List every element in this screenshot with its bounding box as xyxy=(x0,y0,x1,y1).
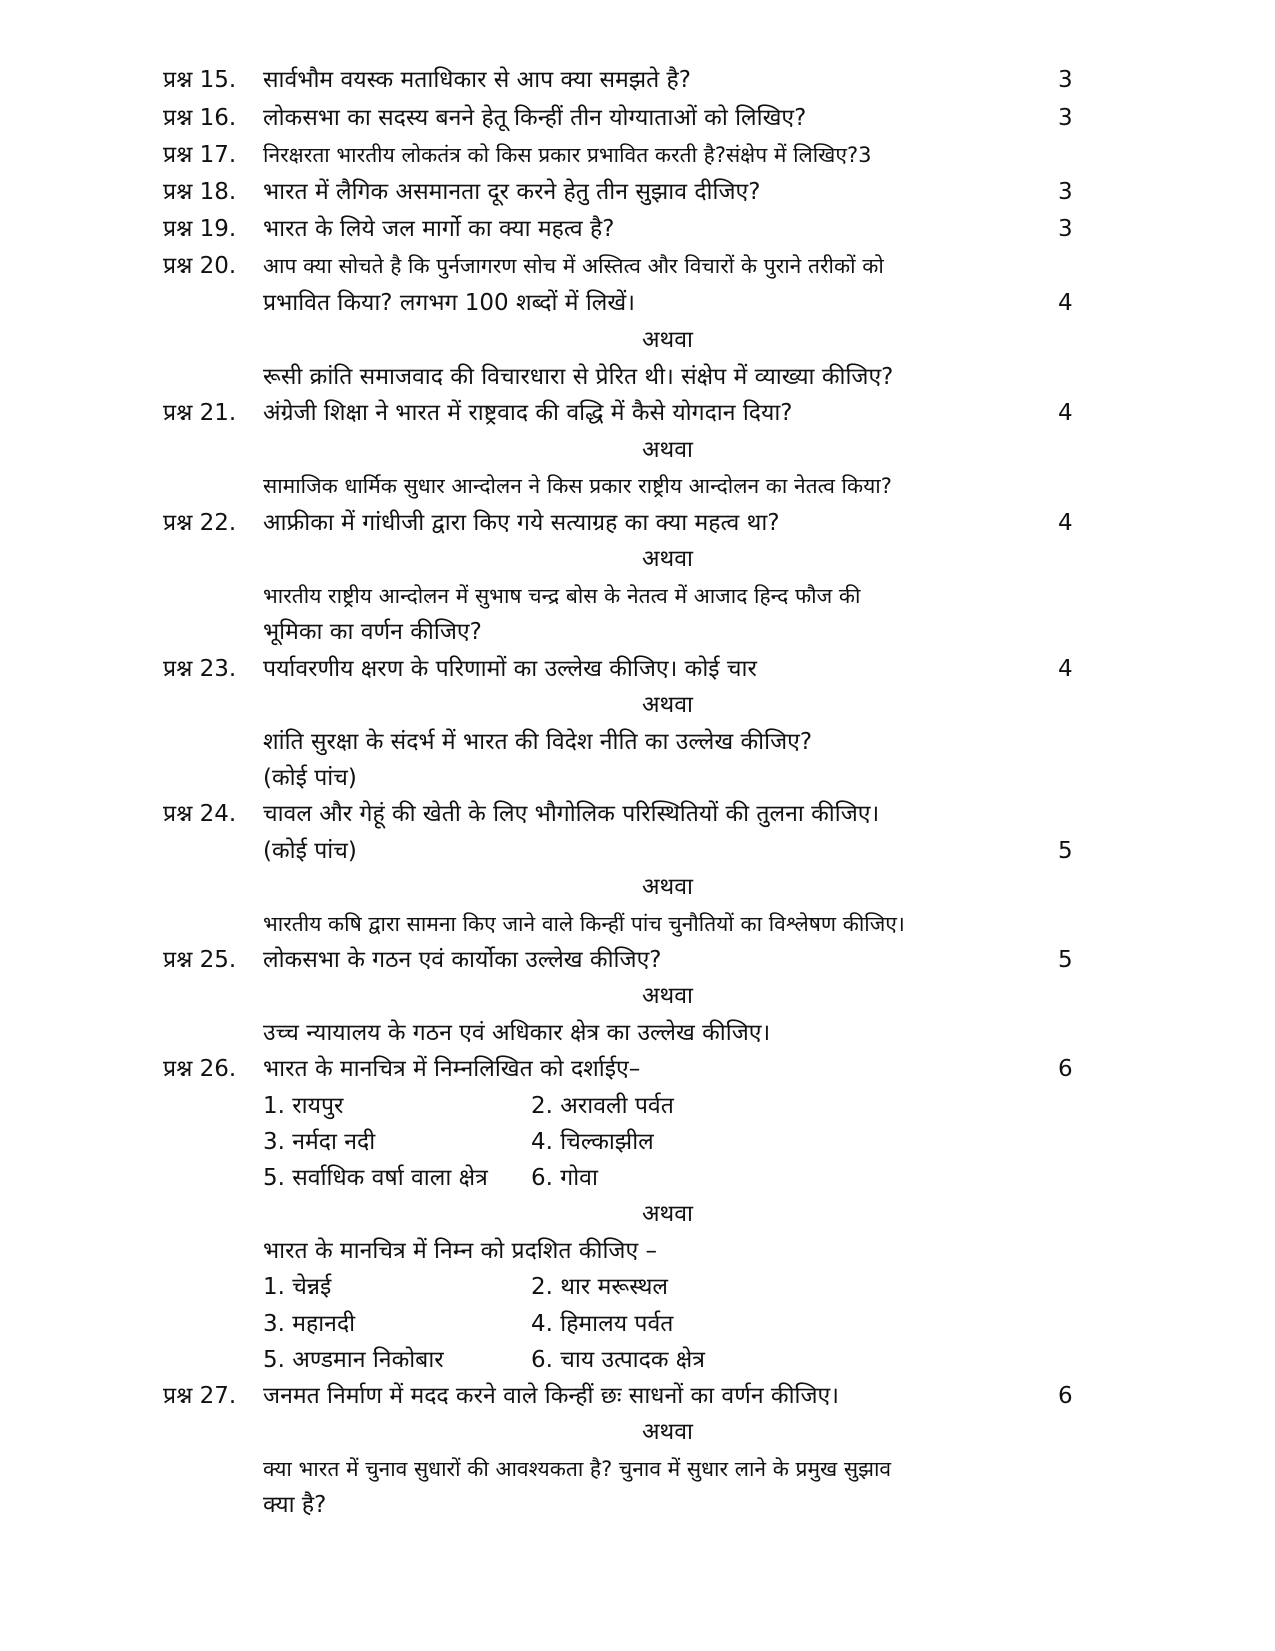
alternative-text-continued: क्या है? xyxy=(263,1492,327,1518)
question-marks: 6 xyxy=(1058,1056,1073,1082)
question-20 xyxy=(163,248,1143,284)
question-27-alternative xyxy=(163,1451,1143,1487)
question-text-continued: (कोई पांच) xyxy=(263,838,357,864)
question-19 xyxy=(163,211,1143,247)
question-24-alternative xyxy=(163,906,1143,942)
question-16 xyxy=(163,100,1143,136)
question-number: प्रश्न 17. xyxy=(163,142,237,168)
alternative-text: सामाजिक धार्मिक सुधार आन्दोलन ने किस प्रकार राष्ट्रीय आन्दोलन का नेतत्व किया? xyxy=(263,474,892,498)
map-items-row xyxy=(163,1342,1143,1378)
question-text: आप क्या सोचते है कि पुर्नजागरण सोच में अस्तित्व और विचारों के पुराने तरीकों को xyxy=(263,254,884,278)
or-label: अथवा xyxy=(641,1419,693,1445)
question-26-alternative xyxy=(163,1233,1143,1269)
question-25 xyxy=(163,942,1143,978)
question-23 xyxy=(163,651,1143,687)
question-22-alternative xyxy=(163,578,1143,614)
question-15 xyxy=(163,62,1143,98)
question-number: प्रश्न 25. xyxy=(163,947,237,973)
question-20-line-2 xyxy=(163,285,1143,321)
map-item: 4. हिमालय पर्वत xyxy=(531,1311,674,1337)
alternative-text: भारत के मानचित्र में निम्न को प्रदशित कीजिए – xyxy=(263,1238,658,1264)
question-20-alternative xyxy=(163,359,1143,395)
map-item: 1. चेन्नई xyxy=(263,1274,332,1300)
alternative-text: भारतीय कषि द्वारा सामना किए जाने वाले किन्हीं पांच चुनौतियों का विश्लेषण कीजिए। xyxy=(263,912,905,936)
map-item: 3. नर्मदा नदी xyxy=(263,1129,376,1155)
question-marks: 3 xyxy=(1058,216,1073,242)
question-27 xyxy=(163,1378,1143,1414)
question-marks: 4 xyxy=(1058,656,1073,682)
map-item: 2. थार मरूस्थल xyxy=(531,1274,669,1300)
alternative-text: उच्च न्यायालय के गठन एवं अधिकार क्षेत्र का उल्लेख कीजिए। xyxy=(263,1020,771,1046)
alternative-text: शांति सुरक्षा के संदर्भ में भारत की विदेश नीति का उल्लेख कीजिए? xyxy=(263,729,813,755)
question-marks: 4 xyxy=(1058,400,1073,426)
question-text: आफ्रीका में गांधीजी द्वारा किए गये सत्याग्रह का क्या महत्व था? xyxy=(263,510,780,536)
question-marks: 3 xyxy=(1058,105,1073,131)
map-item: 4. चिल्काझील xyxy=(531,1129,654,1155)
question-text: सार्वभौम वयस्क मताधिकार से आप क्या समझते है? xyxy=(263,67,691,93)
question-23-alternative xyxy=(163,724,1143,760)
question-text: भारत के लिये जल मार्गो का क्या महत्व है? xyxy=(263,216,615,242)
or-label: अथवा xyxy=(641,874,693,900)
map-item: 6. चाय उत्पादक क्षेत्र xyxy=(531,1347,705,1373)
question-number: प्रश्न 24. xyxy=(163,801,237,827)
question-21 xyxy=(163,395,1143,431)
question-24 xyxy=(163,796,1143,832)
question-22-alternative-line-2 xyxy=(163,614,1143,650)
question-number: प्रश्न 15. xyxy=(163,67,237,93)
map-items-row xyxy=(163,1088,1143,1124)
question-marks: 5 xyxy=(1058,947,1073,973)
question-23-alternative-line-2 xyxy=(163,760,1143,796)
or-label: अथवा xyxy=(641,546,693,572)
question-marks: 4 xyxy=(1058,290,1073,316)
question-number: प्रश्न 27. xyxy=(163,1383,237,1409)
map-item: 3. महानदी xyxy=(263,1311,356,1337)
map-items-row xyxy=(163,1306,1143,1342)
map-items-row xyxy=(163,1269,1143,1305)
question-text: अंग्रेजी शिक्षा ने भारत में राष्ट्रवाद की वद्धि में कैसे योगदान दिया? xyxy=(263,400,793,426)
question-number: प्रश्न 26. xyxy=(163,1056,237,1082)
question-marks: 5 xyxy=(1058,838,1073,864)
alternative-text: क्या भारत में चुनाव सुधारों की आवश्यकता है? चुनाव में सुधार लाने के प्रमुख सुझाव xyxy=(263,1457,892,1481)
question-number: प्रश्न 23. xyxy=(163,656,237,682)
map-item: 1. रायपुर xyxy=(263,1093,344,1119)
alternative-text-continued: भूमिका का वर्णन कीजिए? xyxy=(263,619,482,645)
or-label: अथवा xyxy=(641,1201,693,1227)
question-text: भारत में लैगिक असमानता दूर करने हेतु तीन सुझाव दीजिए? xyxy=(263,179,761,205)
question-number: प्रश्न 18. xyxy=(163,179,237,205)
question-marks: 3 xyxy=(1058,179,1073,205)
question-marks: 3 xyxy=(1058,67,1073,93)
alternative-text: रूसी क्रांति समाजवाद की विचारधारा से प्रेरित थी। संक्षेप में व्याख्या कीजिए? xyxy=(263,364,894,390)
or-label: अथवा xyxy=(641,983,693,1009)
question-marks: 4 xyxy=(1058,510,1073,536)
alternative-text-continued: (कोई पांच) xyxy=(263,765,357,791)
question-text: लोकसभा के गठन एवं कार्योका उल्लेख कीजिए? xyxy=(263,947,662,973)
question-number: प्रश्न 19. xyxy=(163,216,237,242)
map-items-row xyxy=(163,1160,1143,1196)
or-label: अथवा xyxy=(641,692,693,718)
question-21-alternative xyxy=(163,468,1143,504)
question-text: निरक्षरता भारतीय लोकतंत्र को किस प्रकार प्रभावित करती है?संक्षेप में लिखिए?3 xyxy=(263,143,872,167)
question-number: प्रश्न 16. xyxy=(163,105,237,131)
map-item: 6. गोवा xyxy=(531,1165,598,1191)
question-text-continued: प्रभावित किया? लगभग 100 शब्दों में लिखें। xyxy=(263,290,635,316)
question-25-alternative xyxy=(163,1015,1143,1051)
question-26 xyxy=(163,1051,1143,1087)
map-item: 5. सर्वाधिक वर्षा वाला क्षेत्र xyxy=(263,1165,488,1191)
question-number: प्रश्न 21. xyxy=(163,400,237,426)
map-item: 5. अण्डमान निकोबार xyxy=(263,1347,444,1373)
question-number: प्रश्न 22. xyxy=(163,510,237,536)
or-label: अथवा xyxy=(641,327,693,353)
question-text: चावल और गेहूं की खेती के लिए भौगोलिक परिस्थितियों की तुलना कीजिए। xyxy=(263,801,880,827)
question-22 xyxy=(163,505,1143,541)
question-text: भारत के मानचित्र में निम्नलिखित को दर्शाईए– xyxy=(263,1056,641,1082)
question-24-line-2 xyxy=(163,833,1143,869)
question-17 xyxy=(163,137,1143,173)
question-number: प्रश्न 20. xyxy=(163,253,237,279)
map-items-row xyxy=(163,1124,1143,1160)
alternative-text: भारतीय राष्ट्रीय आन्दोलन में सुभाष चन्द्र बोस के नेतत्व में आजाद हिन्द फौज की xyxy=(263,584,861,608)
question-27-alternative-line-2 xyxy=(163,1487,1143,1523)
map-item: 2. अरावली पर्वत xyxy=(531,1093,674,1119)
question-text: जनमत निर्माण में मदद करने वाले किन्हीं छः साधनों का वर्णन कीजिए। xyxy=(263,1383,839,1409)
question-text: लोकसभा का सदस्य बनने हेतू किन्हीं तीन योग्याताओं को लिखिए? xyxy=(263,105,807,131)
question-marks: 6 xyxy=(1058,1383,1073,1409)
question-18 xyxy=(163,174,1143,210)
or-label: अथवा xyxy=(641,437,693,463)
question-text: पर्यावरणीय क्षरण के परिणामों का उल्लेख कीजिए। कोई चार xyxy=(263,656,757,682)
